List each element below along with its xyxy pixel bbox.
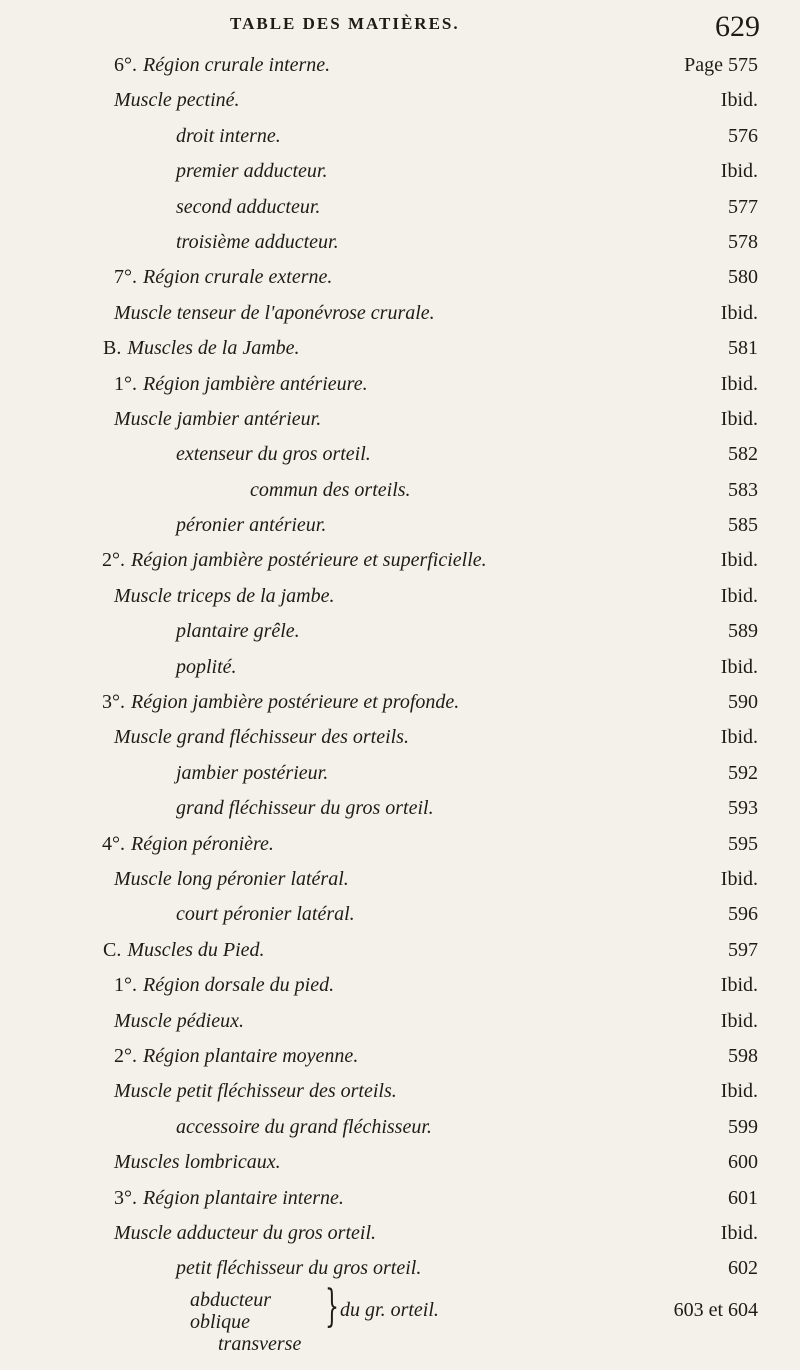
toc-entry-text: Région jambière postérieure et superficielle. [131,549,487,572]
toc-entry [0,793,800,828]
toc-entry-label [103,939,265,962]
toc-entry-page: 601 [728,1186,758,1209]
toc-entry-label [103,337,300,360]
toc-entry-page: 592 [728,761,758,784]
toc-entry-text: commun des orteils. [250,478,411,501]
toc-entry-label [114,373,368,396]
toc-entry-marker: 7°. [114,266,137,289]
toc-entry-page: 582 [728,443,758,466]
toc-entry-page: Ibid. [720,655,758,678]
toc-entry-label [114,1080,397,1103]
toc-entry-text: premier adducteur. [176,160,328,183]
toc-entry-text: extenseur du gros orteil. [176,443,371,466]
brace-glyph: } [325,1280,339,1332]
braced-line-2: transverse [218,1332,302,1355]
toc-entry-label [176,903,355,926]
toc-entry-text: accessoire du grand fléchisseur. [176,1115,432,1138]
toc-entry-text: péronier antérieur. [176,514,327,537]
toc-entry-text: Région crurale interne. [143,54,331,76]
toc-entry-page: 585 [728,514,758,537]
toc-entry-label [114,585,335,608]
toc-entry-marker: C. [103,938,122,961]
toc-entry-label [114,1010,244,1033]
toc-entry-label [176,160,327,183]
toc-entry-page: Ibid. [720,549,758,572]
toc-entry [0,1041,800,1076]
toc-entry-text: Région plantaire moyenne. [143,1044,359,1067]
toc-entry [0,1006,800,1041]
toc-entry [0,510,800,545]
toc-entry-text: jambier postérieur. [176,761,329,784]
toc-entry-page: Ibid. [720,1080,758,1103]
toc-entry-page: Ibid. [720,1221,758,1244]
toc-entry-text: Muscles de la Jambe. [127,337,300,360]
toc-entry-page: Ibid. [720,301,758,324]
toc-entry-label [176,1257,421,1280]
toc-entry-text: Région crurale externe. [143,266,333,289]
toc-entry [0,1183,800,1218]
toc-entry [0,1147,800,1182]
toc-entry-text: Région jambière antérieure. [143,372,368,395]
toc-entry-label [102,833,274,856]
toc-entry-page: 580 [728,266,758,289]
table-of-contents [0,50,800,1355]
toc-entry-marker: 6°. [114,54,137,76]
toc-entry-label [176,620,300,643]
braced-tail: du gr. orteil. [340,1298,439,1321]
toc-entry-label [114,408,321,431]
toc-entry-label [176,762,328,785]
toc-entry [0,616,800,651]
toc-entry-text: Muscle jambier antérieur. [114,407,322,430]
toc-entry [0,722,800,757]
toc-entry-text: second adducteur. [176,195,321,218]
toc-entry-page: 603 et 604 [673,1298,758,1321]
toc-entry [0,687,800,722]
toc-entry-label [114,89,240,112]
toc-entry-text: Muscle long péronier latéral. [114,867,349,890]
toc-entry-marker: 1°. [114,974,137,997]
toc-entry-label [176,797,434,820]
toc-entry-page: 589 [728,620,758,643]
toc-entry-label [114,868,349,891]
toc-entry [0,1112,800,1147]
toc-entry [0,935,800,970]
toc-entry-text: Muscle pectiné. [114,89,240,112]
toc-entry [0,581,800,616]
toc-entry-marker: 1°. [114,372,137,395]
toc-entry-braced [0,1280,800,1355]
toc-entry-marker: 4°. [102,832,125,855]
toc-entry-label [114,1222,376,1245]
toc-entry [0,227,800,262]
toc-entry-label [114,1045,358,1068]
toc-entry-page: Page 575 [684,54,758,76]
toc-entry [0,298,800,333]
toc-entry [0,439,800,474]
toc-entry [0,156,800,191]
toc-entry-page: 597 [728,938,758,961]
toc-entry [0,192,800,227]
toc-entry-text: Muscle tenseur de l'aponévrose crurale. [114,301,435,324]
page-header [0,10,800,50]
toc-entry-label [176,231,339,254]
toc-entry-label [114,1151,281,1174]
toc-entry-page: 578 [728,230,758,253]
toc-entry-text: Région dorsale du pied. [143,974,335,997]
toc-entry-page: 595 [728,832,758,855]
toc-entry-text: Muscle triceps de la jambe. [114,584,335,607]
toc-entry-text: Muscle pédieux. [114,1009,244,1032]
toc-entry-page: Ibid. [720,867,758,890]
toc-entry-text: Région jambière postérieure et profonde. [131,691,460,714]
toc-entry-text: droit interne. [176,124,281,147]
toc-entry-label [250,479,411,502]
toc-entry-page: Ibid. [720,584,758,607]
toc-entry-page: 593 [728,797,758,820]
toc-entry-marker: 3°. [114,1186,137,1209]
toc-entry-marker: 3°. [102,691,125,714]
toc-entry-text: petit fléchisseur du gros orteil. [176,1257,422,1280]
toc-entry-text: poplité. [176,655,237,678]
toc-entry [0,333,800,368]
toc-entry-label [176,125,281,148]
toc-entry [0,829,800,864]
toc-entry [0,1253,800,1288]
toc-entry [0,1218,800,1253]
toc-entry-label [114,974,334,997]
toc-entry [0,899,800,934]
toc-entry-label [176,656,237,679]
toc-entry [0,262,800,297]
braced-line-1: abducteur oblique [190,1288,272,1333]
toc-entry [0,121,800,156]
toc-entry-page: 600 [728,1151,758,1174]
toc-entry-page: 590 [728,691,758,714]
toc-entry-text: Muscle grand fléchisseur des orteils. [114,726,409,749]
toc-entry [0,369,800,404]
toc-entry-page: 581 [728,337,758,360]
toc-entry-label [102,691,459,714]
toc-entry-page: Ibid. [720,726,758,749]
toc-entry-page: 596 [728,903,758,926]
braced-lines [190,1289,301,1355]
toc-entry-page: Ibid. [720,407,758,430]
toc-entry-page: Ibid. [720,89,758,112]
toc-entry-label [114,302,435,325]
toc-entry-text: Région plantaire interne. [143,1186,344,1209]
toc-entry-label [114,726,409,749]
toc-entry-text: Muscles lombricaux. [114,1151,281,1174]
toc-entry-label [114,1187,344,1210]
toc-entry [0,970,800,1005]
toc-entry-label [102,549,487,572]
toc-entry [0,864,800,899]
toc-entry-marker: B. [103,337,122,360]
toc-entry-page: Ibid. [720,372,758,395]
toc-entry [0,475,800,510]
page-number: 629 [715,10,760,43]
toc-entry-label [176,514,326,537]
toc-entry-label [114,54,330,77]
toc-entry-text: Muscles du Pied. [127,938,265,961]
toc-entry-label [176,196,320,219]
toc-entry-text: Muscle adducteur du gros orteil. [114,1221,377,1244]
running-title: TABLE DES MATIÈRES. [230,14,460,33]
toc-entry-text: court péronier latéral. [176,903,355,926]
toc-entry-page: 599 [728,1115,758,1138]
toc-entry [0,50,800,85]
toc-entry-marker: 2°. [102,549,125,572]
toc-entry-page: 598 [728,1044,758,1067]
toc-entry-label [114,266,332,289]
toc-entry-page: Ibid. [720,974,758,997]
toc-entry [0,404,800,439]
toc-entry-page: Ibid. [720,160,758,183]
toc-entry-text: Muscle petit fléchisseur des orteils. [114,1080,397,1103]
toc-entry-label [176,443,371,466]
toc-entry-page: 583 [728,478,758,501]
toc-entry-page: 602 [728,1257,758,1280]
toc-entry-page: 577 [728,195,758,218]
toc-entry-text: Région péronière. [131,832,274,855]
toc-entry-text: grand fléchisseur du gros orteil. [176,797,434,820]
toc-entry-label [176,1116,432,1139]
toc-entry [0,758,800,793]
toc-entry [0,1076,800,1111]
toc-entry-page: Ibid. [720,1009,758,1032]
toc-entry-page: 576 [728,124,758,147]
toc-entry-text: troisième adducteur. [176,230,339,253]
toc-entry [0,652,800,687]
toc-entry [0,85,800,120]
toc-entry-marker: 2°. [114,1044,137,1067]
toc-entry-text: plantaire grêle. [176,620,300,643]
toc-entry [0,545,800,580]
